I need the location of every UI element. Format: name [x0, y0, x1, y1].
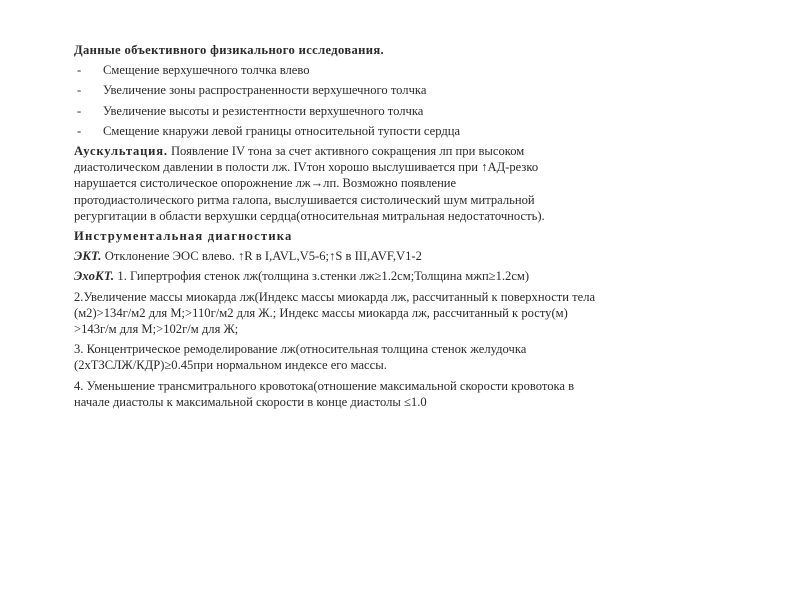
echo-label: ЭхоКТ. [74, 269, 115, 284]
bullet-marker: - [77, 103, 82, 118]
objective-heading: Данные объективного физикального исследования. [74, 43, 384, 57]
echo-item-2: 2.Увеличение массы миокарда лж(Индекс массы миокарда лж, рассчитанный к поверхности тела (м2)>134г/м2 для М;>110г/м2 для Ж.; Индекс массы миокарда лж, рассчитанный к росту(м) >143г/м для М;>102г/м для Ж; [74, 289, 596, 337]
objective-list [74, 62, 734, 139]
ecg-paragraph: ЭКТ. Отклонение ЭОС влево. ↑R в I,AVL,V5-6;↑S в III,AVF,V1-2 [74, 249, 422, 264]
instrumental-heading: Инструментальная диагностика [74, 229, 293, 244]
echo-item-3: 3. Концентрическое ремоделирование лж(относительная толщина стенок желудочка (2хТЗСЛЖ/КДР)≥0.45при нормальном индексе его массы. [74, 342, 527, 373]
auscultation-label: Аускультация. [74, 144, 168, 159]
list-item: - Смещение верхушечного толчка влево [77, 63, 310, 78]
slide-content [74, 42, 734, 414]
bullet-marker: - [77, 123, 82, 138]
bullet-marker: - [77, 63, 82, 78]
echo-paragraph: ЭхоКТ. 1. Гипертрофия стенок лж(толщина з.стенки лж≥1.2см;Толщина мжп≥1.2см) [74, 269, 530, 284]
ecg-label: ЭКТ. [74, 249, 102, 264]
list-item: - Увеличение зоны распространенности верхушечного толчка [77, 83, 427, 98]
list-item: - Увеличение высоты и резистентности верхушечного толчка [77, 103, 424, 118]
bullet-marker: - [77, 83, 82, 98]
list-item: - Смещение кнаружи левой границы относительной тупости сердца [77, 123, 461, 138]
auscultation-paragraph: Аускультация. Появление IV тона за счет активного сокращения лп при высоком диастолическом давлении в полости лж. IVтон хорошо выслушивается при ↑АД-резко нарушается систолическое опорожнение лж→лп. Возможно появление протодиастолического ритма галопа, выслушивается систолический шум митральной регургитации в области верхушки сердца(относительная митральная недостаточность). [74, 144, 545, 223]
echo-item-4: 4. Уменьшение трансмитрального кровотока(отношение максимальной скорости кровотока в начале диастолы к максимальной скорости в конце диастолы ≤1.0 [74, 378, 575, 409]
